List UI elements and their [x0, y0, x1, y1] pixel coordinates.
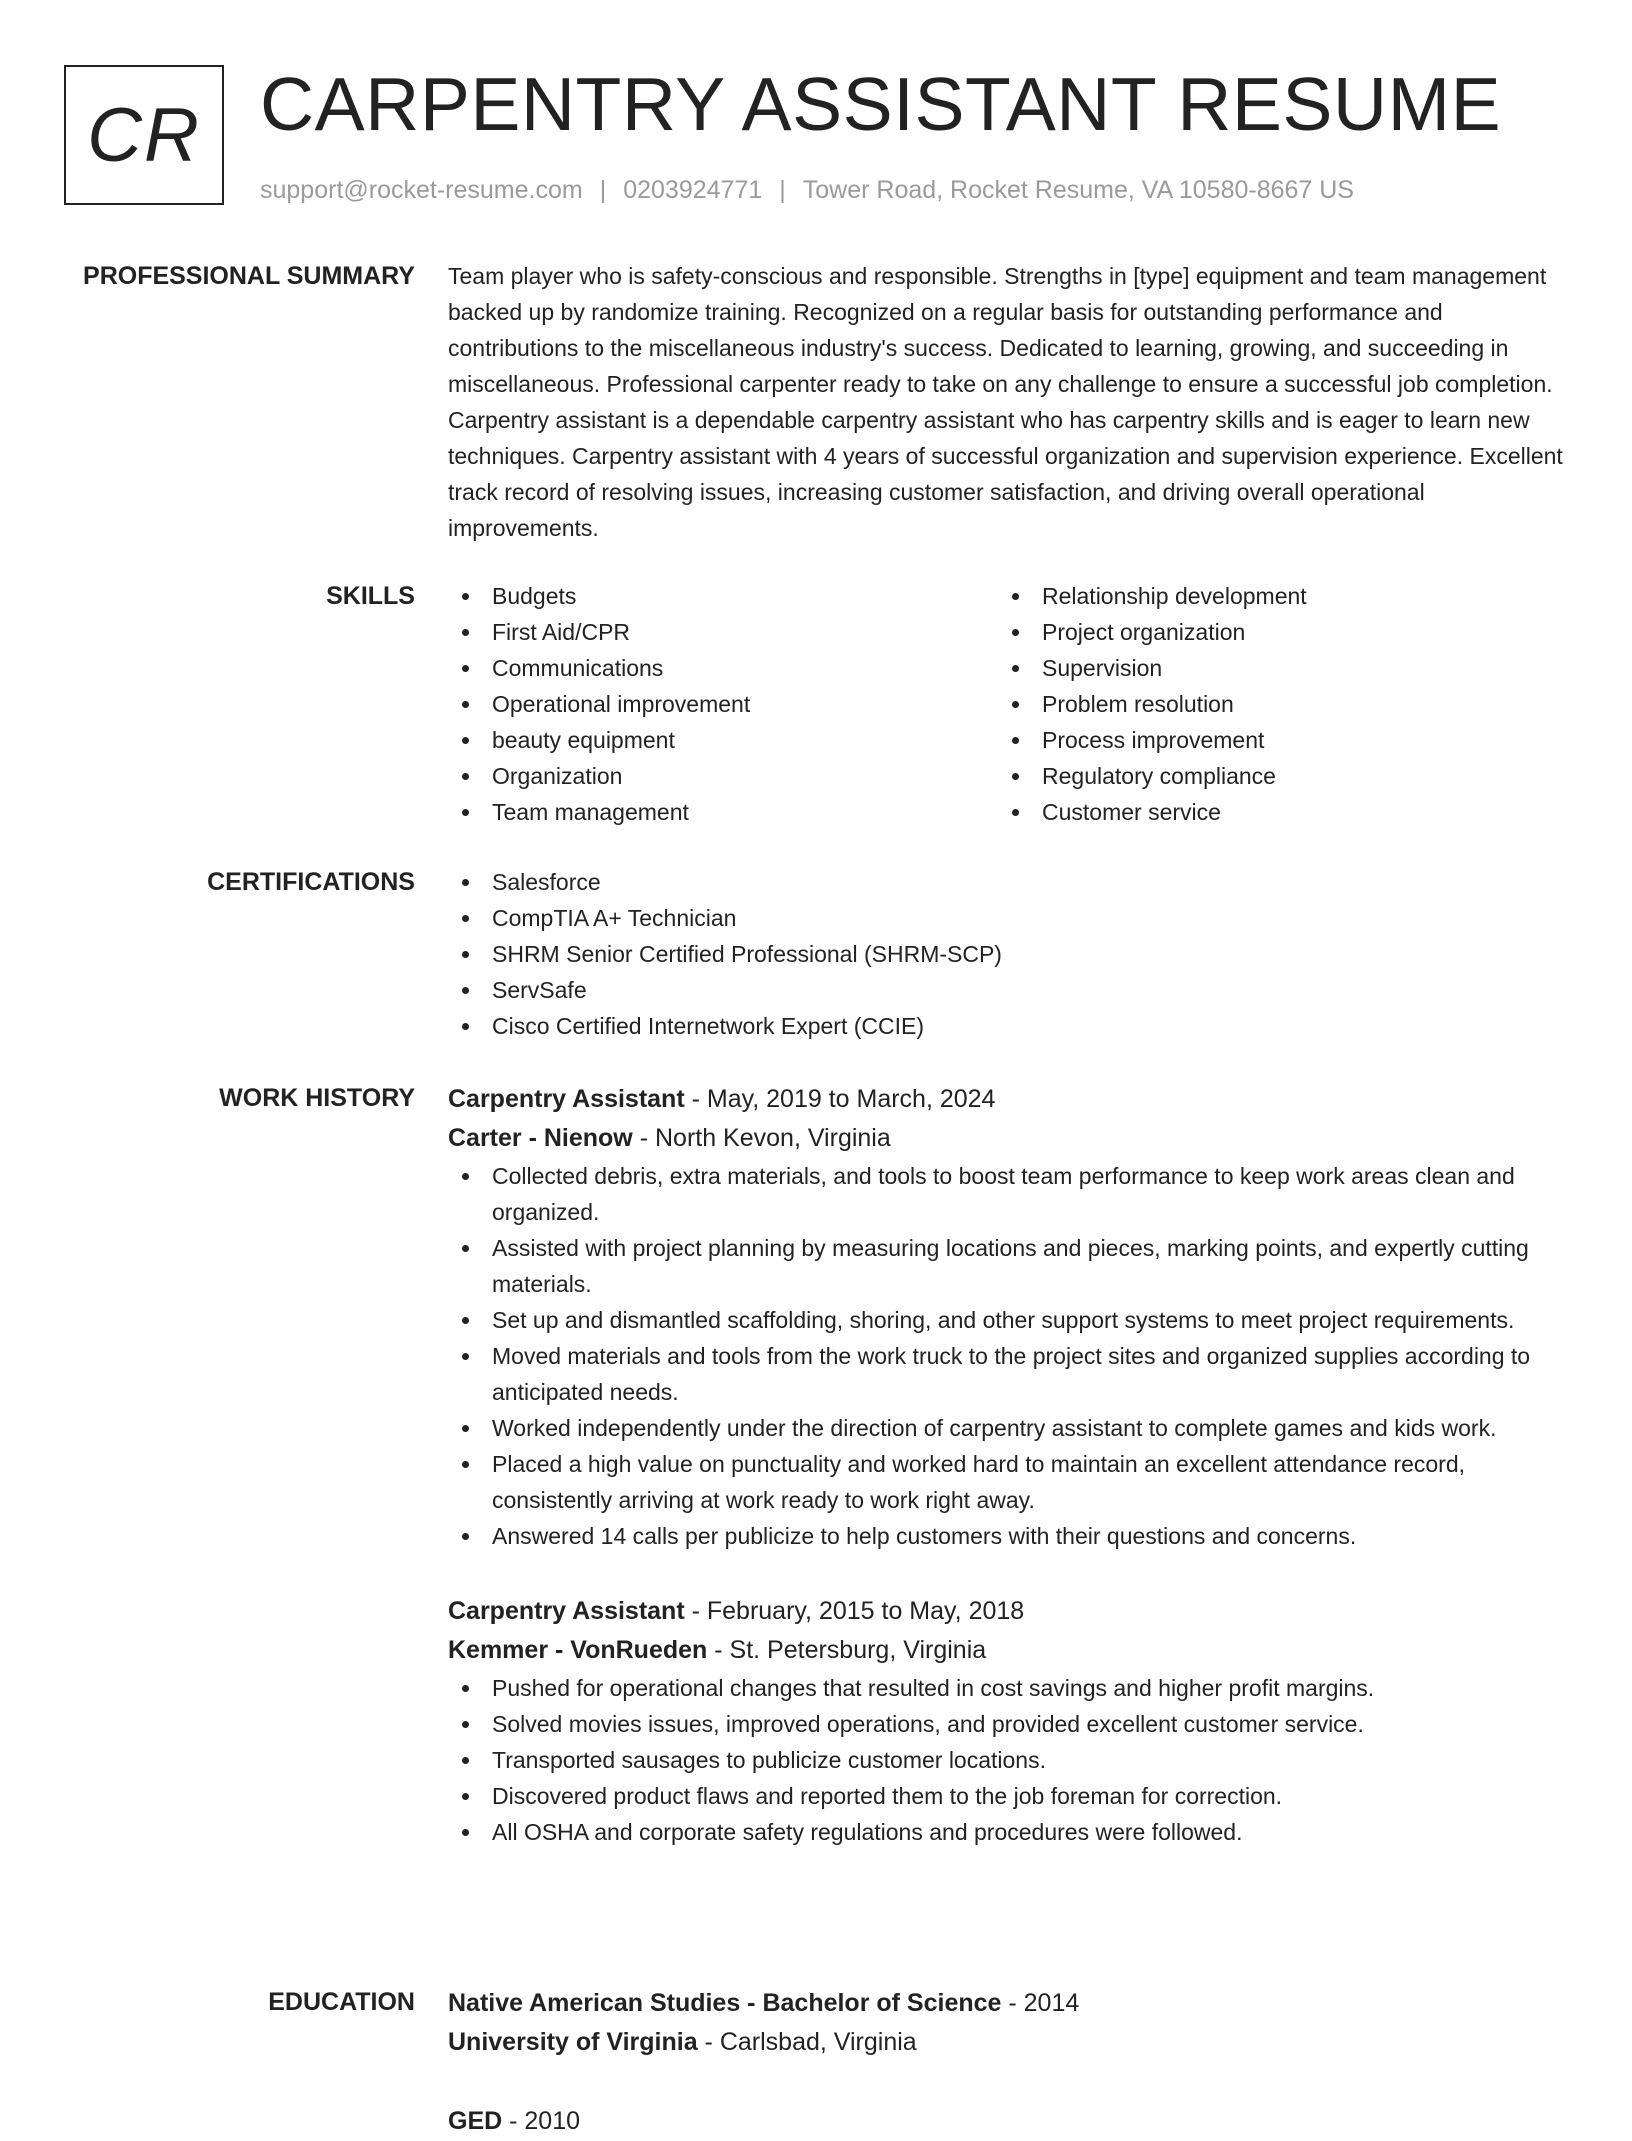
certification-item: CompTIA A+ Technician: [448, 900, 1568, 936]
education-degree: Native American Studies - Bachelor of Science: [448, 1989, 1002, 2017]
education-school: University of Virginia: [448, 2028, 698, 2056]
education-year: - 2010: [502, 2107, 581, 2135]
resume-title: CARPENTRY ASSISTANT RESUME: [260, 62, 1502, 146]
job-company-line: [448, 1119, 1568, 1158]
skill-item: First Aid/CPR: [448, 614, 998, 650]
contact-line: [260, 175, 1354, 205]
skill-item: Organization: [448, 758, 998, 794]
contact-address: Tower Road, Rocket Resume, VA 10580-8667 US: [802, 176, 1354, 204]
skill-item: Regulatory compliance: [998, 758, 1548, 794]
monogram-badge: CR: [64, 65, 224, 205]
job-bullet: Transported sausages to publicize customer locations.: [448, 1742, 1568, 1778]
skill-item: Communications: [448, 650, 998, 686]
certification-item: ServSafe: [448, 972, 1568, 1008]
skill-item: Team management: [448, 794, 998, 830]
job-bullet: Solved movies issues, improved operations, and provided excellent customer service.: [448, 1706, 1568, 1742]
job-bullet: Collected debris, extra materials, and tools to boost team performance to keep work areas clean and organized.: [448, 1158, 1568, 1230]
job-bullet: Answered 14 calls per publicize to help customers with their questions and concerns.: [448, 1518, 1568, 1554]
education-degree: GED: [448, 2107, 503, 2135]
skill-item: Process improvement: [998, 722, 1548, 758]
education-location: - Carlsbad, Virginia: [697, 2028, 917, 2056]
job-bullet: Moved materials and tools from the work truck to the project sites and organized supplies according to anticipated needs.: [448, 1338, 1568, 1410]
skill-item: Customer service: [998, 794, 1548, 830]
certification-item: Cisco Certified Internetwork Expert (CCIE): [448, 1008, 1568, 1044]
job-bullet: Assisted with project planning by measuring locations and pieces, marking points, and expertly cutting materials.: [448, 1230, 1568, 1302]
skills-grid: [448, 578, 1568, 830]
job-location: - North Kevon, Virginia: [632, 1124, 891, 1152]
job-spacer: [448, 1554, 1568, 1592]
education-body: [448, 1984, 1568, 2141]
education-degree-line: [448, 1984, 1568, 2023]
contact-phone: 0203924771: [623, 176, 763, 204]
job-company: Kemmer - VonRueden: [448, 1636, 708, 1664]
section-title-certifications: CERTIFICATIONS: [207, 868, 415, 896]
job-role: Carpentry Assistant: [448, 1085, 685, 1113]
job-bullet: Placed a high value on punctuality and worked hard to maintain an excellent attendance record, consistently arriving at work ready to work right away.: [448, 1446, 1568, 1518]
job-dates: - February, 2015 to May, 2018: [684, 1597, 1025, 1625]
summary-text: Team player who is safety-conscious and responsible. Strengths in [type] equipment and team management backed up by randomize training. Recognized on a regular basis for outstanding performance and contributions to the miscellaneous industry's success. Dedicated to learning, growing, and succeeding in miscellaneous. Professional carpenter ready to take on any challenge to ensure a successful job completion. Carpentry assistant is a dependable carpentry assistant who has carpentry skills and is eager to learn new techniques. Carpentry assistant with 4 years of successful organization and supervision experience. Excellent track record of resolving issues, increasing customer satisfaction, and driving overall operational improvements.: [448, 263, 1563, 541]
section-title-work-history: WORK HISTORY: [219, 1084, 415, 1112]
job-bullets: [448, 1158, 1568, 1554]
education-year: - 2014: [1001, 1989, 1080, 2017]
skill-item: Project organization: [998, 614, 1548, 650]
section-title-summary: PROFESSIONAL SUMMARY: [83, 262, 415, 290]
job-bullet: Pushed for operational changes that resulted in cost savings and higher profit margins.: [448, 1670, 1568, 1706]
certification-item: SHRM Senior Certified Professional (SHRM-SCP): [448, 936, 1568, 972]
contact-email[interactable]: support@rocket-resume.com: [260, 176, 583, 204]
job-dates: - May, 2019 to March, 2024: [684, 1085, 996, 1113]
job-company-line: [448, 1631, 1568, 1670]
job-bullet: All OSHA and corporate safety regulations and procedures were followed.: [448, 1814, 1568, 1850]
section-title-education: EDUCATION: [268, 1988, 415, 2016]
job-title-line: [448, 1592, 1568, 1631]
job-location: - St. Petersburg, Virginia: [707, 1636, 987, 1664]
job-bullets: [448, 1670, 1568, 1850]
education-degree-line: [448, 2102, 1568, 2141]
certification-item: Salesforce: [448, 864, 1568, 900]
contact-separator: |: [779, 176, 786, 204]
section-title-skills: SKILLS: [326, 582, 415, 610]
education-school-line: [448, 2023, 1568, 2062]
job-company: Carter - Nienow: [448, 1124, 633, 1152]
job-bullet: Discovered product flaws and reported them to the job foreman for correction.: [448, 1778, 1568, 1814]
job-bullet: Set up and dismantled scaffolding, shoring, and other support systems to meet project requirements.: [448, 1302, 1568, 1338]
skill-item: beauty equipment: [448, 722, 998, 758]
skill-item: Relationship development: [998, 578, 1548, 614]
skill-item: Supervision: [998, 650, 1548, 686]
skills-list-left: [448, 578, 998, 830]
skills-list-right: [998, 578, 1548, 830]
job-title-line: [448, 1080, 1568, 1119]
work-history-body: [448, 1080, 1568, 1850]
skill-item: Problem resolution: [998, 686, 1548, 722]
skill-item: Operational improvement: [448, 686, 998, 722]
job-role: Carpentry Assistant: [448, 1597, 685, 1625]
contact-separator: |: [599, 176, 607, 204]
job-bullet: Worked independently under the direction of carpentry assistant to complete games and kids work.: [448, 1410, 1568, 1446]
resume-header: [64, 62, 1584, 215]
skill-item: Budgets: [448, 578, 998, 614]
certifications-list: [448, 864, 1568, 1044]
